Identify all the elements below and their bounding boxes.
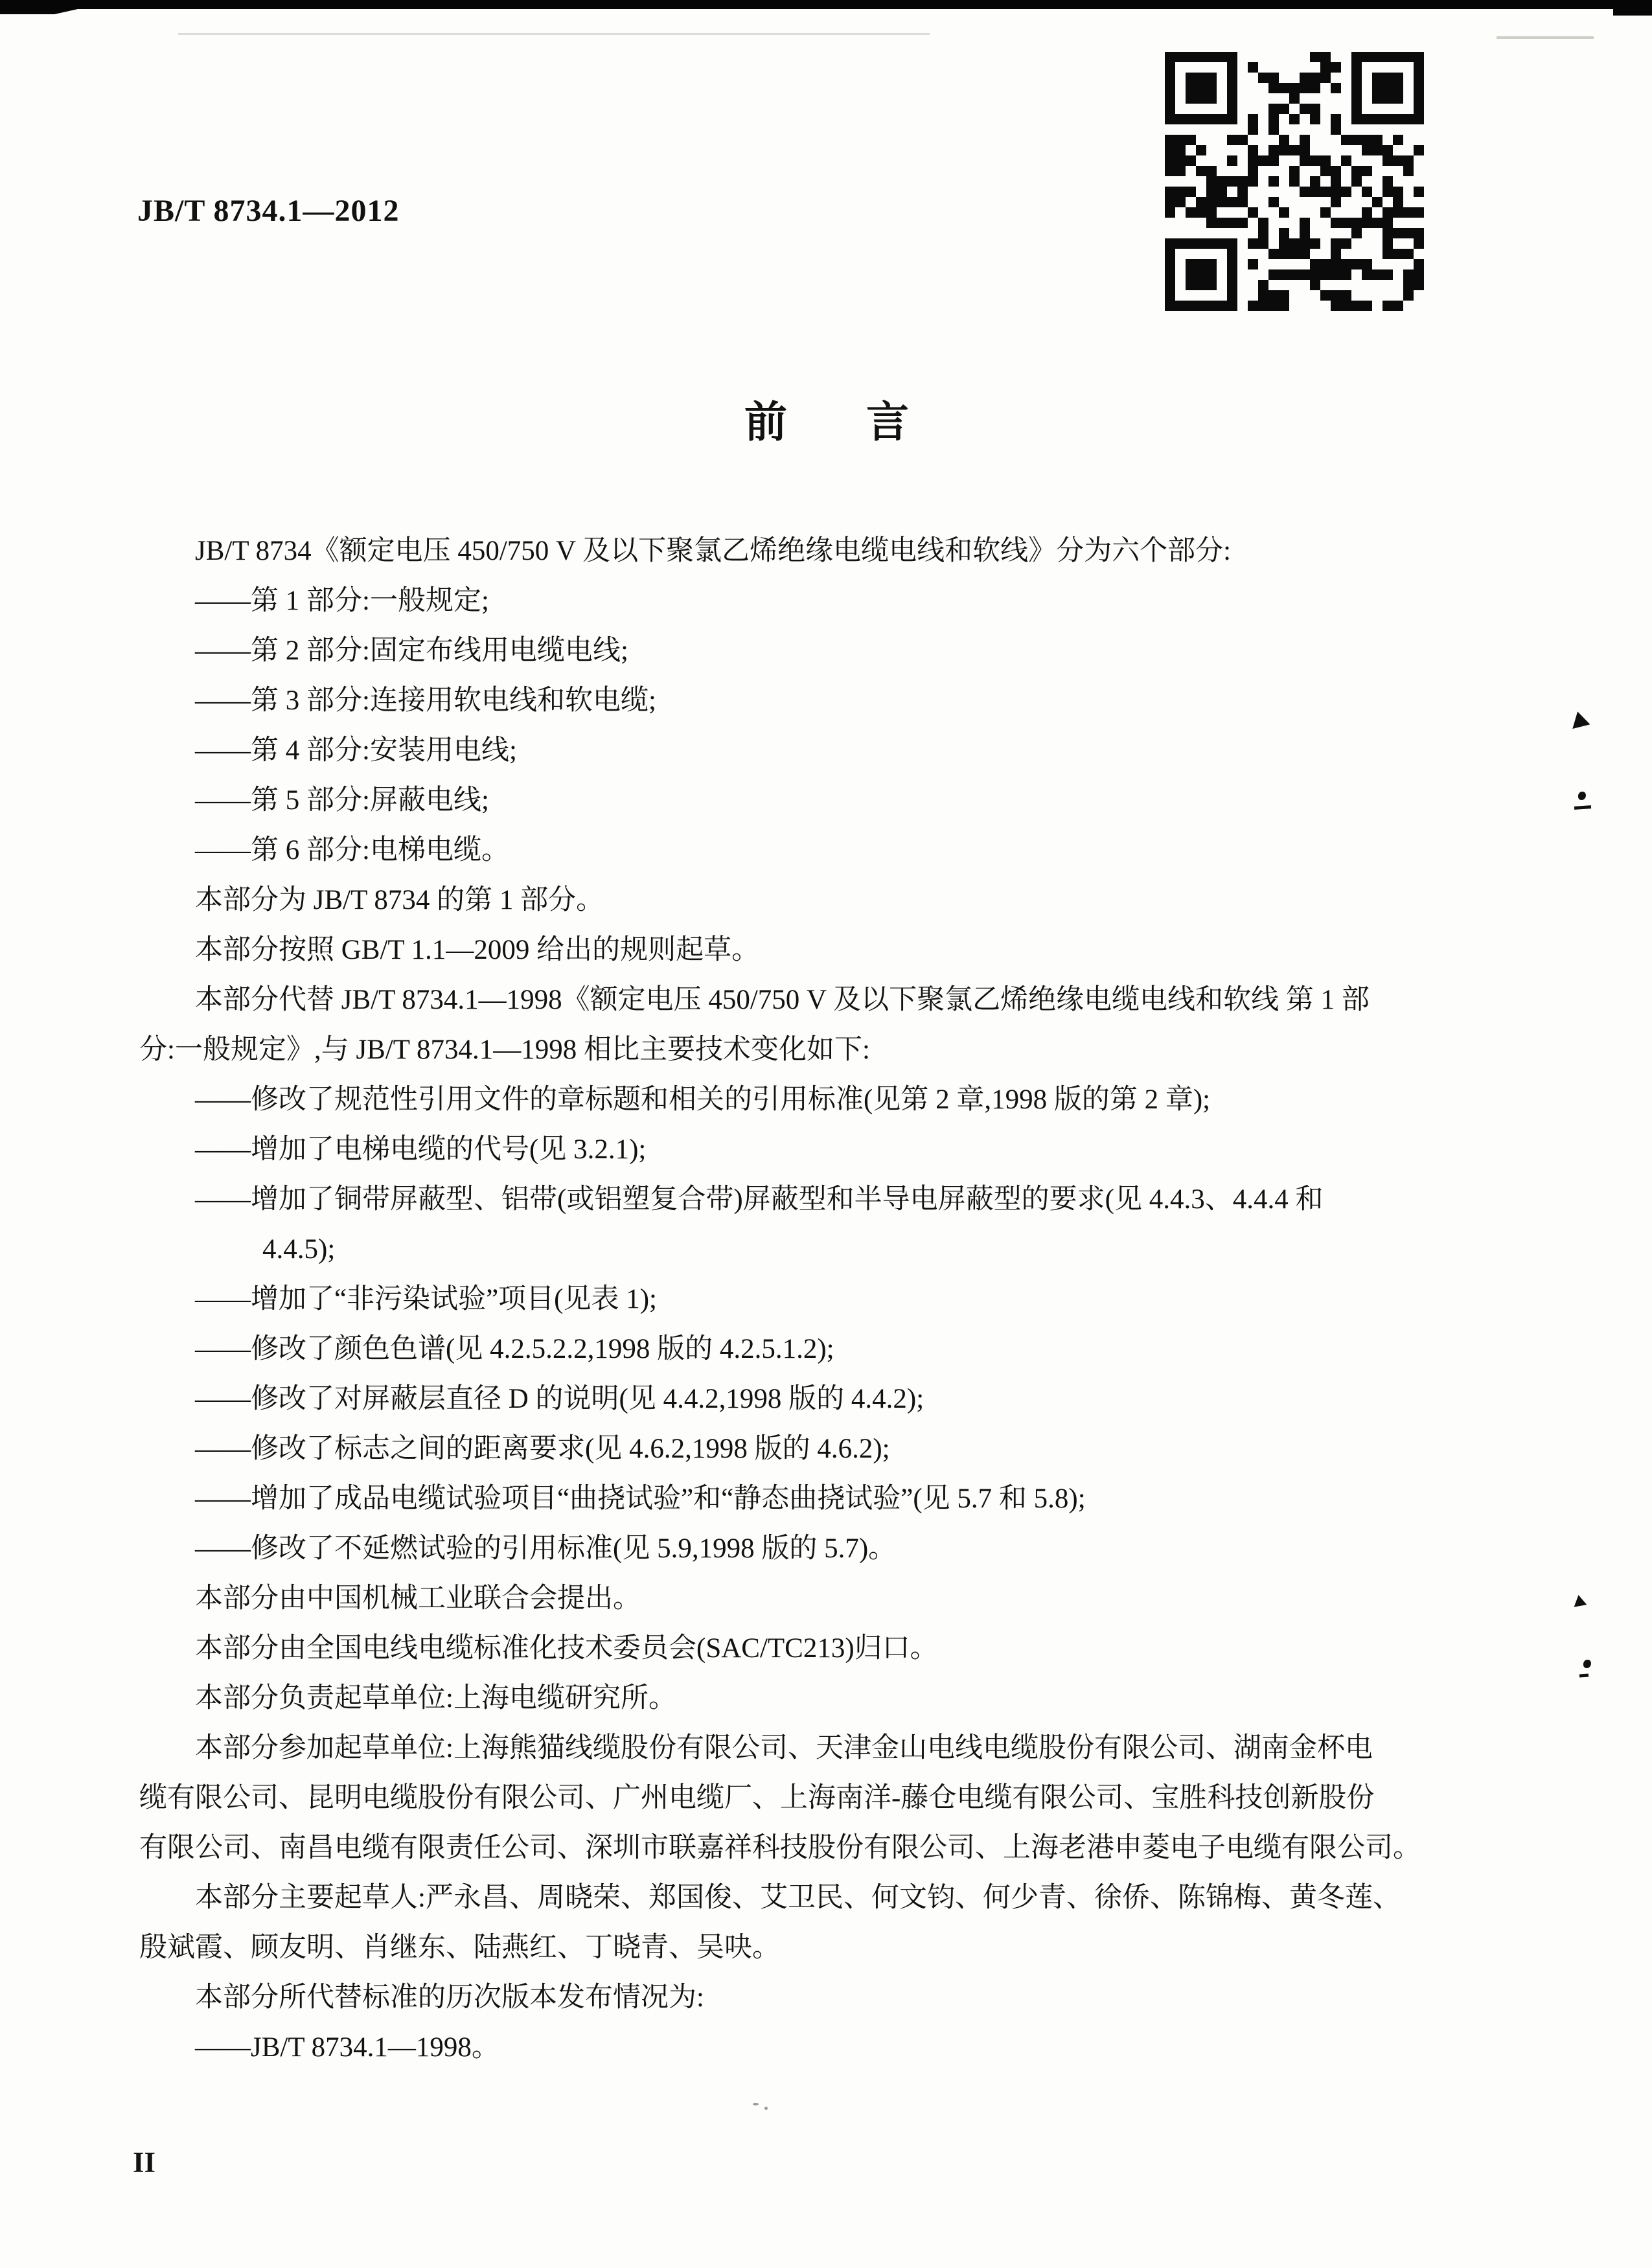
text-line: ——JB/T 8734.1—1998。	[195, 2032, 499, 2063]
page-number: II	[133, 2146, 156, 2179]
ink-dot	[1583, 1660, 1591, 1668]
text-line: 本部分由中国机械工业联合会提出。	[195, 1583, 641, 1614]
text-line: ——增加了“非污染试验”项目(见表 1);	[195, 1284, 658, 1314]
text-line: ——第 4 部分:安装用电线;	[195, 735, 517, 766]
text-line: ——增加了成品电缆试验项目“曲挠试验”和“静态曲挠试验”(见 5.7 和 5.8);	[195, 1483, 1086, 1514]
text-line: ——修改了标志之间的距离要求(见 4.6.2,1998 版的 4.6.2);	[195, 1434, 890, 1464]
foreword-title: 前 言	[744, 399, 910, 446]
text-line: 本部分代替 JB/T 8734.1—1998《额定电压 450/750 V 及以下聚氯乙烯绝缘电缆电线和软线 第 1 部	[195, 985, 1370, 1015]
ink-dash	[1579, 1674, 1589, 1678]
text-line: 本部分为 JB/T 8734 的第 1 部分。	[195, 885, 604, 915]
text-line: ——第 3 部分:连接用软电线和软电缆;	[195, 685, 656, 716]
ink-mark-dot-dash-2	[1583, 1660, 1591, 1677]
text-line: ——第 1 部分:一般规定;	[195, 586, 489, 616]
scan-faint-line-right	[1497, 36, 1594, 39]
scan-faint-line	[178, 33, 930, 35]
ink-mark-arrow-1	[1569, 709, 1590, 729]
text-line: 本部分由全国电线电缆标准化技术委员会(SAC/TC213)归口。	[195, 1633, 938, 1664]
document-body	[139, 526, 1526, 2072]
scan-speck	[764, 2107, 768, 2110]
ink-mark-dot-dash-1	[1578, 792, 1591, 809]
text-line: ——第 6 部分:电梯电缆。	[195, 835, 509, 865]
text-line: ——修改了颜色色谱(见 4.2.5.2.2,1998 版的 4.2.5.1.2);	[195, 1334, 834, 1364]
text-line: 分:一般规定》,与 JB/T 8734.1—1998 相比主要技术变化如下:	[139, 1035, 870, 1065]
text-line: 殷斌霞、顾友明、肖继东、陆燕红、丁晓青、吴吷。	[139, 1932, 780, 1963]
text-line: 本部分所代替标准的历次版本发布情况为:	[195, 1982, 704, 2013]
scan-top-edge-bar	[0, 0, 1652, 9]
text-line: 本部分参加起草单位:上海熊猫线缆股份有限公司、天津金山电线电缆股份有限公司、湖南金杯电	[195, 1733, 1373, 1763]
text-line: ——第 5 部分:屏蔽电线;	[195, 785, 489, 816]
ink-mark-arrow-2	[1572, 1594, 1587, 1607]
text-line: ——修改了对屏蔽层直径 D 的说明(见 4.4.2,1998 版的 4.4.2);	[195, 1384, 924, 1414]
scan-speck	[753, 2103, 759, 2105]
text-line: JB/T 8734《额定电压 450/750 V 及以下聚氯乙烯绝缘电缆电线和软线》分为六个部分:	[195, 536, 1232, 566]
ink-dot	[1578, 792, 1586, 800]
ink-dash	[1574, 805, 1591, 810]
text-line: 有限公司、南昌电缆有限责任公司、深圳市联嘉祥科技股份有限公司、上海老港申菱电子电缆有限公司。	[139, 1833, 1421, 1863]
qr-code-image	[1158, 45, 1430, 317]
text-line: 缆有限公司、昆明电缆股份有限公司、广州电缆厂、上海南洋-藤仓电缆有限公司、宝胜科技创新股份	[139, 1783, 1375, 1813]
text-line: 本部分按照 GB/T 1.1—2009 给出的规则起草。	[195, 935, 760, 965]
text-line: ——修改了不延燃试验的引用标准(见 5.9,1998 版的 5.7)。	[195, 1533, 897, 1564]
text-line: ——第 2 部分:固定布线用电缆电线;	[195, 636, 628, 666]
text-line: 本部分主要起草人:严永昌、周晓荣、郑国俊、艾卫民、何文钧、何少青、徐侨、陈锦梅、黄冬莲、	[195, 1883, 1401, 1913]
text-line: ——修改了规范性引用文件的章标题和相关的引用标准(见第 2 章,1998 版的第 2 章);	[195, 1084, 1211, 1115]
qr-code	[1158, 45, 1430, 317]
text-line: ——增加了铜带屏蔽型、铝带(或铝塑复合带)屏蔽型和半导电屏蔽型的要求(见 4.4.3、4.4.4 和	[195, 1184, 1324, 1215]
text-line: 本部分负责起草单位:上海电缆研究所。	[195, 1683, 676, 1713]
text-line: 4.4.5);	[262, 1234, 336, 1265]
text-line: ——增加了电梯电缆的代号(见 3.2.1);	[195, 1134, 647, 1165]
standard-number: JB/T 8734.1—2012	[137, 194, 400, 228]
